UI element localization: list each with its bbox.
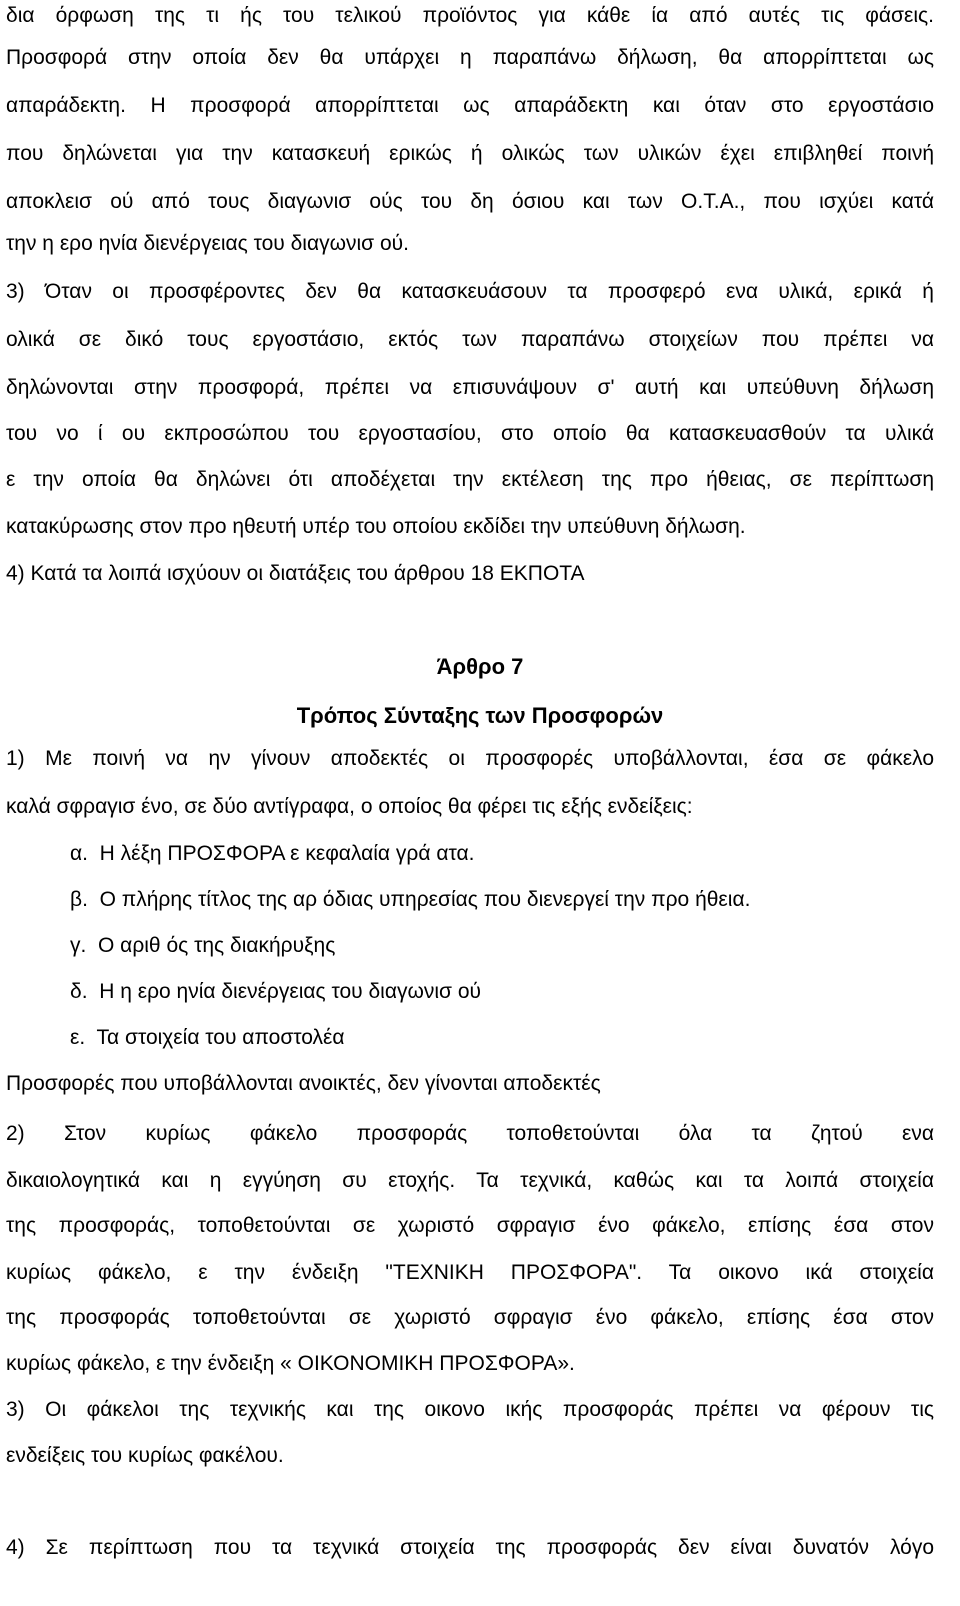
- article-heading: Άρθρο 7: [436, 654, 524, 679]
- text-line: 4) Κατά τα λοιπά ισχύουν οι διατάξεις του άρθρου 18 ΕΚΠΟΤΑ: [6, 562, 585, 585]
- text-line: Προσφορά στην οποία δεν θα υπάρχει η παραπάνω δήλωση, θα απορρίπτεται ως: [6, 46, 934, 69]
- text-line: 3) Οι φάκελοι της τεχνικής και της οικονο ικής προσφοράς πρέπει να φέρουν τις: [6, 1398, 934, 1421]
- text-line: κατακύρωσης στον προ ηθευτή υπέρ του οποίου εκδίδει την υπεύθυνη δήλωση.: [6, 515, 746, 538]
- text-line: ενδείξεις του κυρίως φακέλου.: [6, 1444, 284, 1467]
- text-line: 3) Όταν οι προσφέροντες δεν θα κατασκευάσουν τα προσφερό ενα υλικά, ερικά ή: [6, 280, 934, 303]
- text-line: αποκλεισ ού από τους διαγωνισ ούς του δη όσιου και των Ο.Τ.Α., που ισχύει κατά: [6, 190, 934, 213]
- list-item: ε. Τα στοιχεία του αποστολέα: [70, 1026, 345, 1049]
- list-item: δ. Η η ερο ηνία διενέργειας του διαγωνισ ού: [70, 980, 482, 1003]
- text-line: ε την οποία θα δηλώνει ότι αποδέχεται την εκτέλεση της προ ήθειας, σε περίπτωση: [6, 468, 934, 491]
- text-line: της προσφοράς, τοποθετούνται σε χωριστό σφραγισ ένο φάκελο, επίσης έσα στον: [6, 1214, 934, 1237]
- text-line: δια όρφωση της τι ής του τελικού προϊόντος για κάθε ία από αυτές τις φάσεις.: [6, 4, 934, 27]
- text-line: του νο ί ου εκπροσώπου του εργοστασίου, στο οποίο θα κατασκευασθούν τα υλικά: [6, 422, 934, 445]
- list-item: α. Η λέξη ΠΡΟΣΦΟΡΑ ε κεφαλαία γρά ατα.: [70, 842, 475, 865]
- text-line: την η ερο ηνία διενέργειας του διαγωνισ ού.: [6, 232, 409, 255]
- list-item: β. Ο πλήρης τίτλος της αρ όδιας υπηρεσίας που διενεργεί την προ ήθεια.: [70, 888, 751, 911]
- text-line: κυρίως φάκελο, ε την ένδειξη "ΤΕΧΝΙΚΗ ΠΡΟΣΦΟΡΑ". Τα οικονο ικά στοιχεία: [6, 1261, 934, 1284]
- list-item: γ. Ο αριθ ός της διακήρυξης: [70, 934, 336, 957]
- text-line: της προσφοράς τοποθετούνται σε χωριστό σφραγισ ένο φάκελο, επίσης έσα στον: [6, 1306, 934, 1329]
- text-line: δηλώνονται στην προσφορά, πρέπει να επισυνάψουν σ' αυτή και υπεύθυνη δήλωση: [6, 376, 934, 399]
- text-line: ολικά σε δικό τους εργοστάσιο, εκτός των παραπάνω στοιχείων που πρέπει να: [6, 328, 934, 351]
- text-line: καλά σφραγισ ένο, σε δύο αντίγραφα, ο οποίος θα φέρει τις εξής ενδείξεις:: [6, 795, 693, 818]
- article-title: Τρόπος Σύνταξης των Προσφορών: [296, 703, 664, 728]
- text-line: κυρίως φάκελο, ε την ένδειξη « ΟΙΚΟΝΟΜΙΚΗ ΠΡΟΣΦΟΡΑ».: [6, 1352, 575, 1375]
- text-line: 4) Σε περίπτωση που τα τεχνικά στοιχεία της προσφοράς δεν είναι δυνατόν λόγο: [6, 1536, 934, 1559]
- text-line: που δηλώνεται για την κατασκευή ερικώς ή ολικώς των υλικών έχει επιβληθεί ποινή: [6, 142, 934, 165]
- text-line: 1) Με ποινή να ην γίνουν αποδεκτές οι προσφορές υποβάλλονται, έσα σε φάκελο: [6, 747, 934, 770]
- text-line: 2) Στον κυρίως φάκελο προσφοράς τοποθετούνται όλα τα ζητού ενα: [6, 1122, 934, 1145]
- text-line: δικαιολογητικά και η εγγύηση συ ετοχής. Τα τεχνικά, καθώς και τα λοιπά στοιχεία: [6, 1169, 934, 1192]
- text-line: απαράδεκτη. Η προσφορά απορρίπτεται ως απαράδεκτη και όταν στο εργοστάσιο: [6, 94, 934, 117]
- text-line: Προσφορές που υποβάλλονται ανοικτές, δεν γίνονται αποδεκτές: [6, 1072, 601, 1095]
